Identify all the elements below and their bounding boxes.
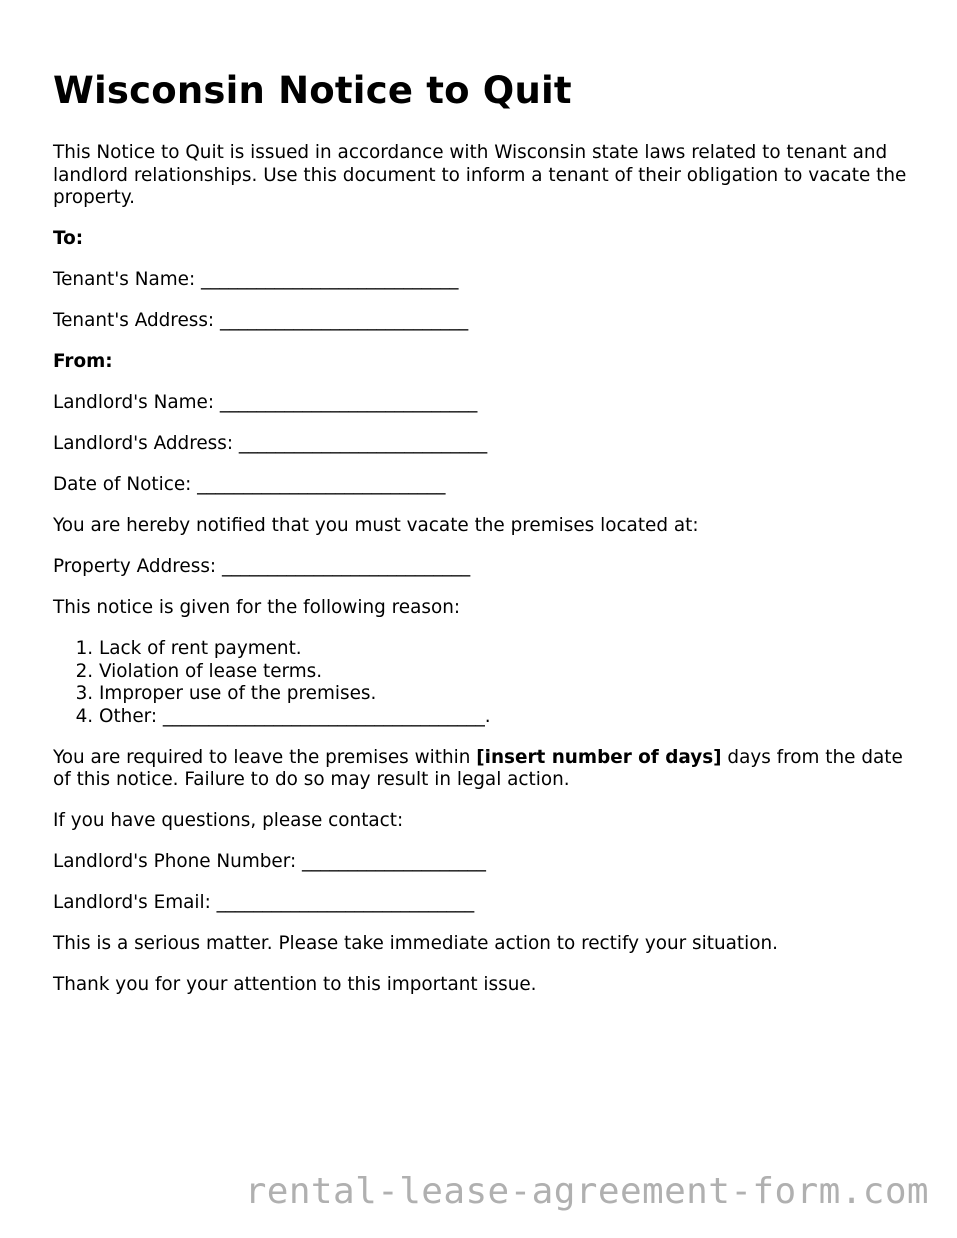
tenant-name-field: Tenant's Name: ____________________________ bbox=[53, 269, 459, 291]
list-item: 2. Violation of lease terms. bbox=[99, 661, 913, 684]
watermark-text: rental-lease-agreement-form.com bbox=[244, 1171, 929, 1212]
from-label: From: bbox=[53, 351, 113, 373]
serious-matter-paragraph: This is a serious matter. Please take immediate action to rectify your situation. bbox=[53, 933, 778, 955]
landlord-address-field: Landlord's Address: ___________________________ bbox=[53, 433, 488, 455]
landlord-name-field: Landlord's Name: ____________________________ bbox=[53, 392, 478, 414]
list-item: 1. Lack of rent payment. bbox=[99, 638, 913, 661]
landlord-phone-field: Landlord's Phone Number: ____________________ bbox=[53, 851, 486, 873]
intro-paragraph: This Notice to Quit is issued in accordance with Wisconsin state laws related to tenant and landlord relationships. Use this document to inform a tenant of their obligation to vacate the property. bbox=[53, 142, 907, 209]
deadline-text-start: You are required to leave the premises within bbox=[53, 746, 477, 768]
date-of-notice-field: Date of Notice: ___________________________ bbox=[53, 474, 446, 496]
deadline-days-placeholder: [insert number of days] bbox=[476, 746, 722, 768]
reason-intro: This notice is given for the following reason: bbox=[53, 597, 461, 619]
list-item: 3. Improper use of the premises. bbox=[99, 683, 913, 706]
document-page bbox=[53, 66, 913, 1015]
vacate-statement: You are hereby notified that you must vacate the premises located at: bbox=[53, 515, 699, 537]
to-label: To: bbox=[53, 228, 84, 250]
contact-intro: If you have questions, please contact: bbox=[53, 810, 404, 832]
thanks-paragraph: Thank you for your attention to this important issue. bbox=[53, 974, 537, 996]
landlord-email-field: Landlord's Email: ____________________________ bbox=[53, 892, 475, 914]
property-address-field: Property Address: ___________________________ bbox=[53, 556, 471, 578]
document-title: Wisconsin Notice to Quit bbox=[53, 69, 572, 112]
list-item: 4. Other: ___________________________________. bbox=[99, 706, 913, 729]
deadline-text-end: days from the date of this notice. Failure to do so may result in legal action. bbox=[53, 746, 903, 791]
tenant-address-field: Tenant's Address: ___________________________ bbox=[53, 310, 469, 332]
reasons-list bbox=[53, 638, 913, 728]
deadline-paragraph bbox=[53, 747, 913, 792]
